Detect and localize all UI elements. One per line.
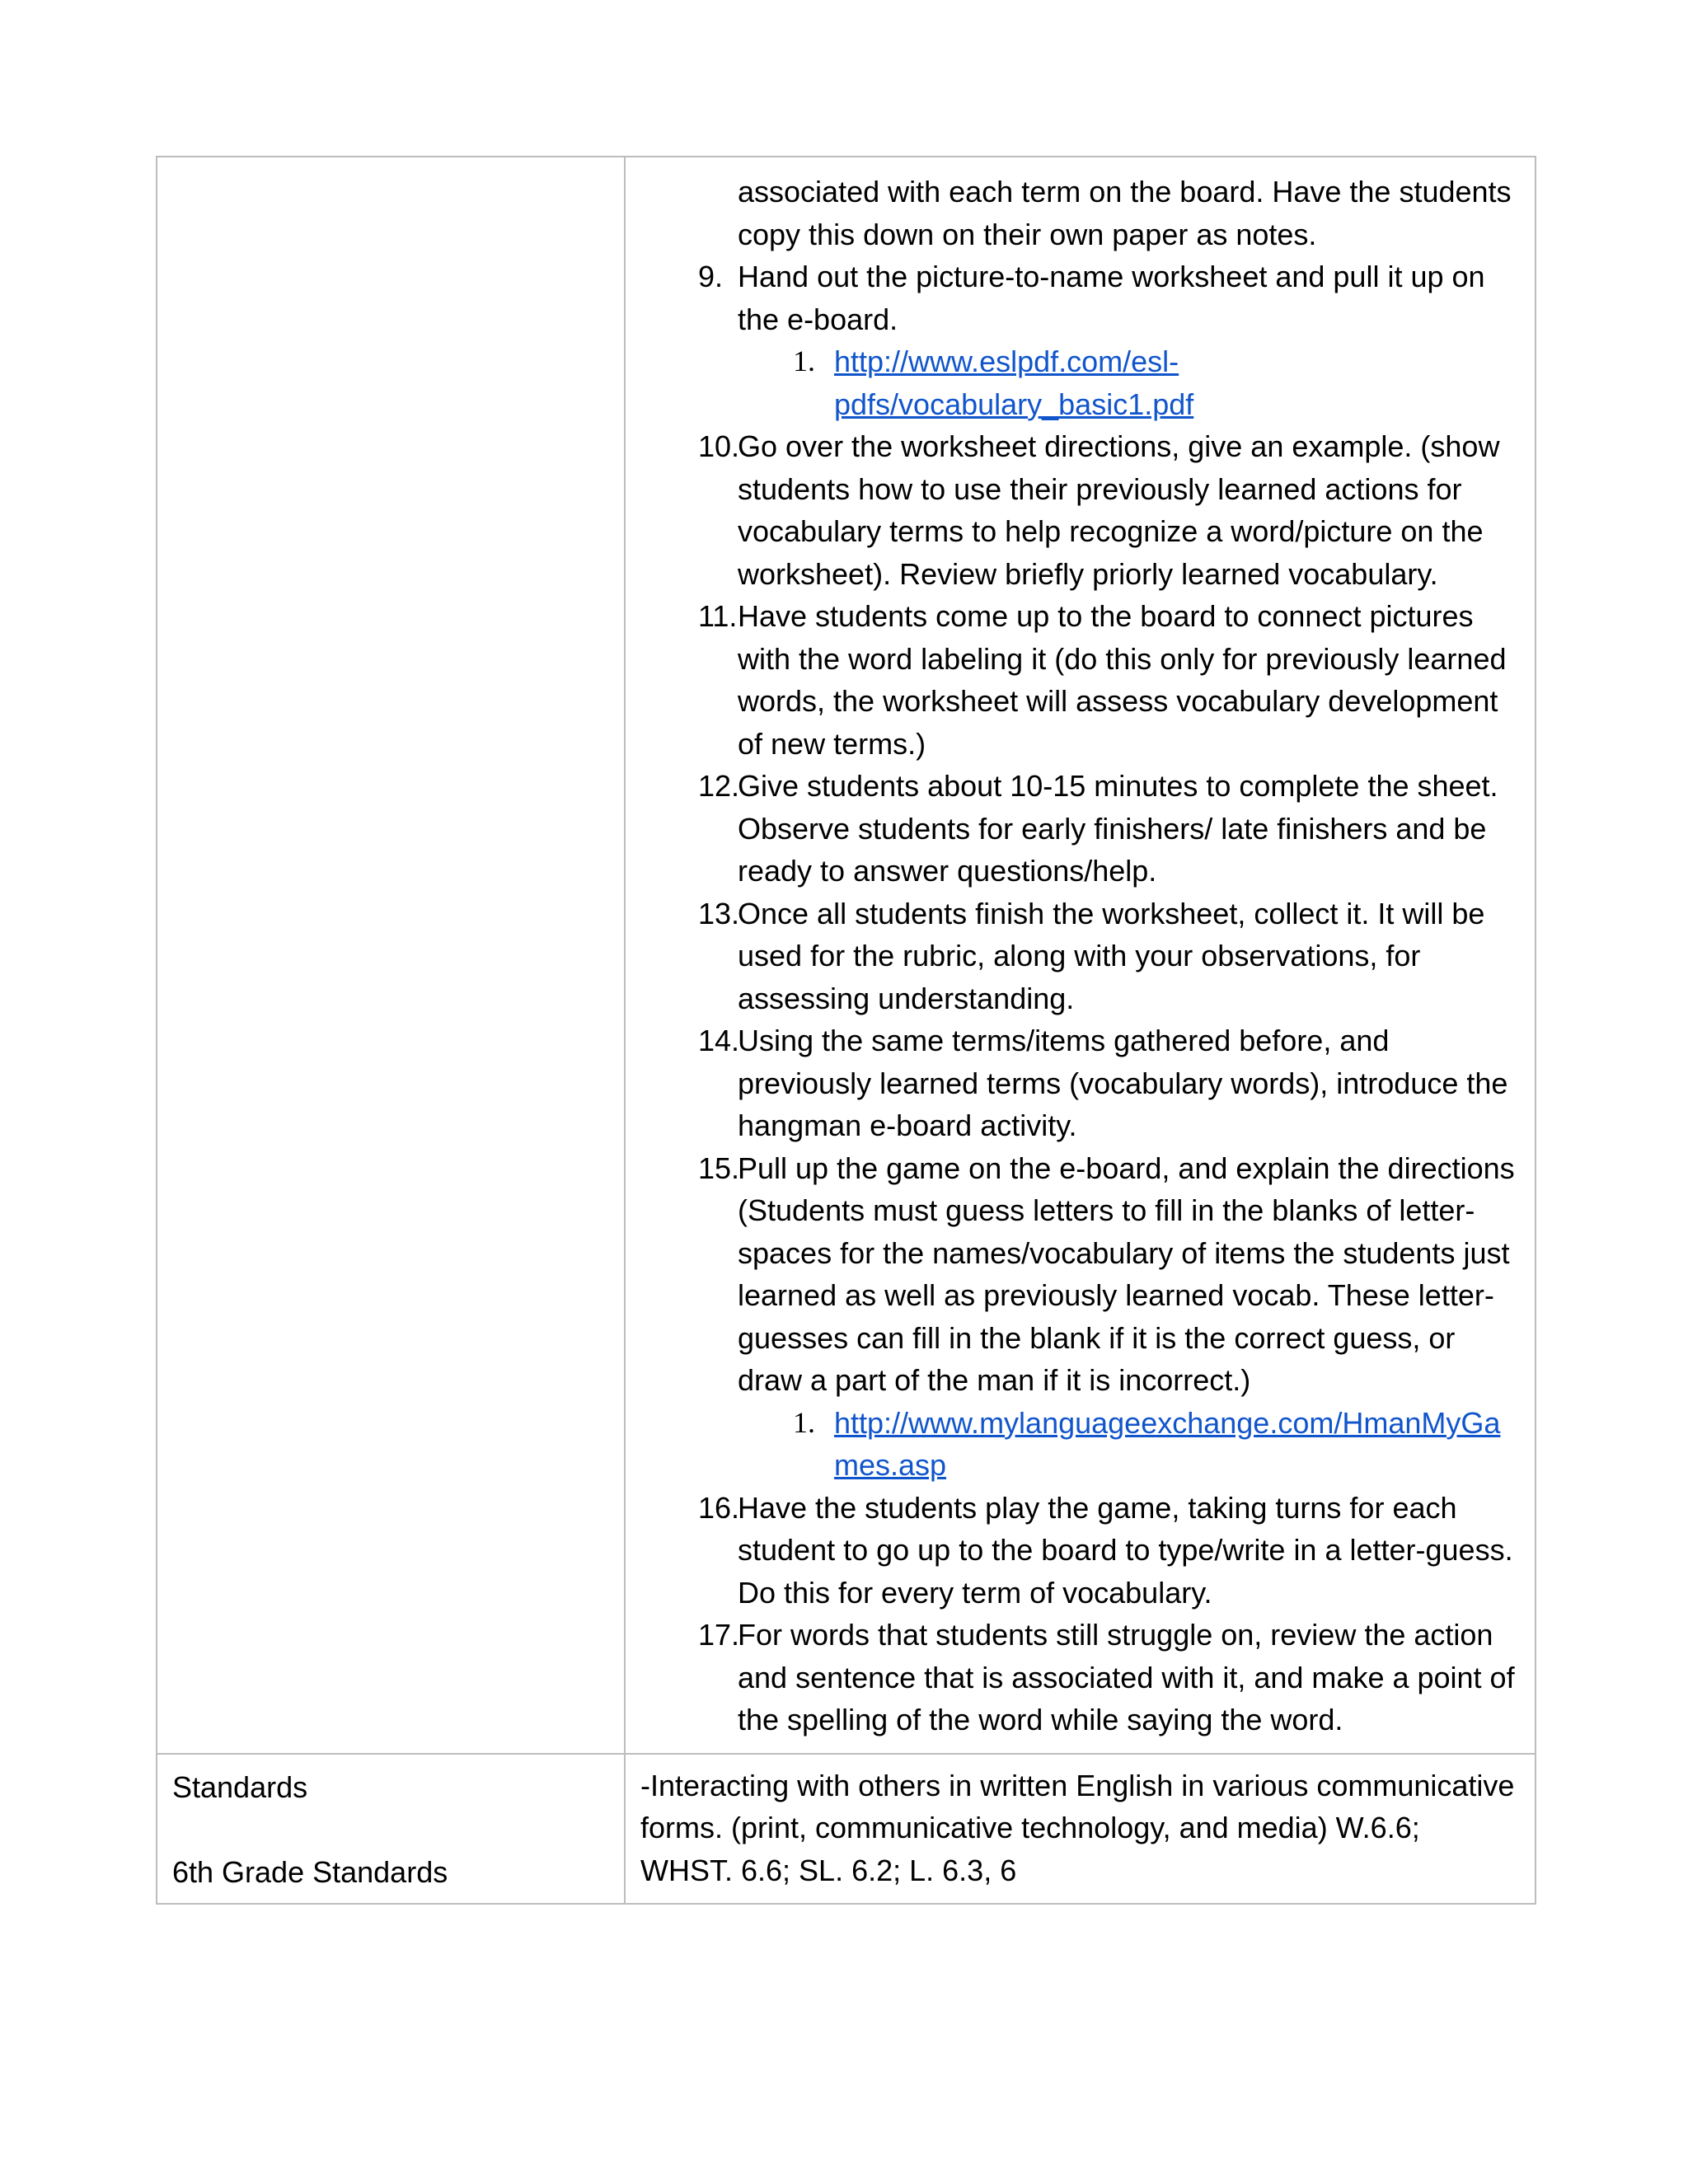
list-item xyxy=(626,1147,1523,1402)
list-item xyxy=(626,765,1523,893)
sub-list-item-number: 1. xyxy=(793,344,815,377)
procedure-label-cell xyxy=(157,157,625,1754)
list-item-text: Once all students finish the worksheet, collect it. It will be used for the rubric, along with your observations, for assessing understanding. xyxy=(738,896,1485,1015)
sub-list-item xyxy=(626,1402,1523,1487)
standards-text: -Interacting with others in written English in various communicative forms. (print, communicative technology, and media) W.6.6; WHST. 6.6; SL. 6.2; L. 6.3, 6 xyxy=(640,1768,1515,1887)
sub-list-item-number: 1. xyxy=(793,1405,815,1439)
procedure-steps xyxy=(626,157,1535,1753)
list-item-number: 13. xyxy=(698,896,740,930)
list-item xyxy=(626,255,1523,340)
list-item-text: Go over the worksheet directions, give an example. (show students how to use their previously learned actions for vocabulary terms to help recognize a word/picture on the worksheet). Review briefly priorly learned vocabulary. xyxy=(738,429,1500,591)
list-item-text: For words that students still struggle on, review the action and sentence that is associated with it, and make a point of the spelling of the word while saying the word. xyxy=(738,1618,1515,1736)
standards-sublabel: 6th Grade Standards xyxy=(172,1854,448,1889)
list-item xyxy=(626,425,1523,595)
list-item xyxy=(626,1614,1523,1741)
lesson-plan-table xyxy=(156,156,1536,1905)
list-item-number: 14. xyxy=(698,1024,740,1057)
list-item-number: 12. xyxy=(698,769,740,803)
spacer xyxy=(172,1808,609,1851)
list-item xyxy=(626,893,1523,1020)
list-item-number: 9. xyxy=(698,260,724,293)
list-item-number: 10. xyxy=(698,429,740,463)
list-item-text: Give students about 10-15 minutes to complete the sheet. Observe students for early finishers/ late finishers and be ready to answer questions/help. xyxy=(738,769,1498,888)
list-item-number: 17. xyxy=(698,1618,740,1652)
list-item-text: Pull up the game on the e-board, and explain the directions (Students must guess letters to fill in the blanks of letter-spaces for the names/vocabulary of items the students just learned as well as previously learned vocab. These letter-guesses can fill in the blank if it is the correct guess, or draw a part of the man if it is incorrect.) xyxy=(738,1151,1515,1397)
standards-row xyxy=(157,1754,1536,1905)
list-item-number: 16. xyxy=(698,1490,740,1525)
sub-list-item xyxy=(626,340,1523,425)
worksheet-link[interactable]: http://www.eslpdf.com/esl-pdfs/vocabulary_basic1.pdf xyxy=(834,344,1194,421)
list-item-text: Using the same terms/items gathered before, and previously learned terms (vocabulary words), introduce the hangman e-board activity. xyxy=(738,1024,1508,1142)
list-item-text: Have the students play the game, taking turns for each student to go up to the board to type/write in a letter-guess. Do this for every term of vocabulary. xyxy=(738,1490,1513,1610)
standards-content-cell xyxy=(625,1754,1536,1905)
list-item xyxy=(626,595,1523,765)
hangman-game-link[interactable]: http://www.mylanguageexchange.com/HmanMyGames.asp xyxy=(834,1405,1501,1482)
list-item xyxy=(626,1019,1523,1147)
list-item-number: 11. xyxy=(698,599,738,633)
procedure-content-cell xyxy=(625,157,1536,1754)
list-item xyxy=(626,1487,1523,1615)
list-item-text: Hand out the picture-to-name worksheet and pull it up on the e-board. xyxy=(738,260,1485,336)
standards-label-cell xyxy=(157,1754,625,1905)
step-continuation: associated with each term on the board. Have the students copy this down on their own paper as notes. xyxy=(738,175,1512,251)
list-item-text: Have students come up to the board to connect pictures with the word labeling it (do this only for previously learned words, the worksheet will assess vocabulary development of new terms.) xyxy=(738,599,1507,761)
standards-label: Standards xyxy=(172,1769,308,1804)
procedure-row xyxy=(157,157,1536,1754)
list-item-number: 15. xyxy=(698,1151,740,1185)
